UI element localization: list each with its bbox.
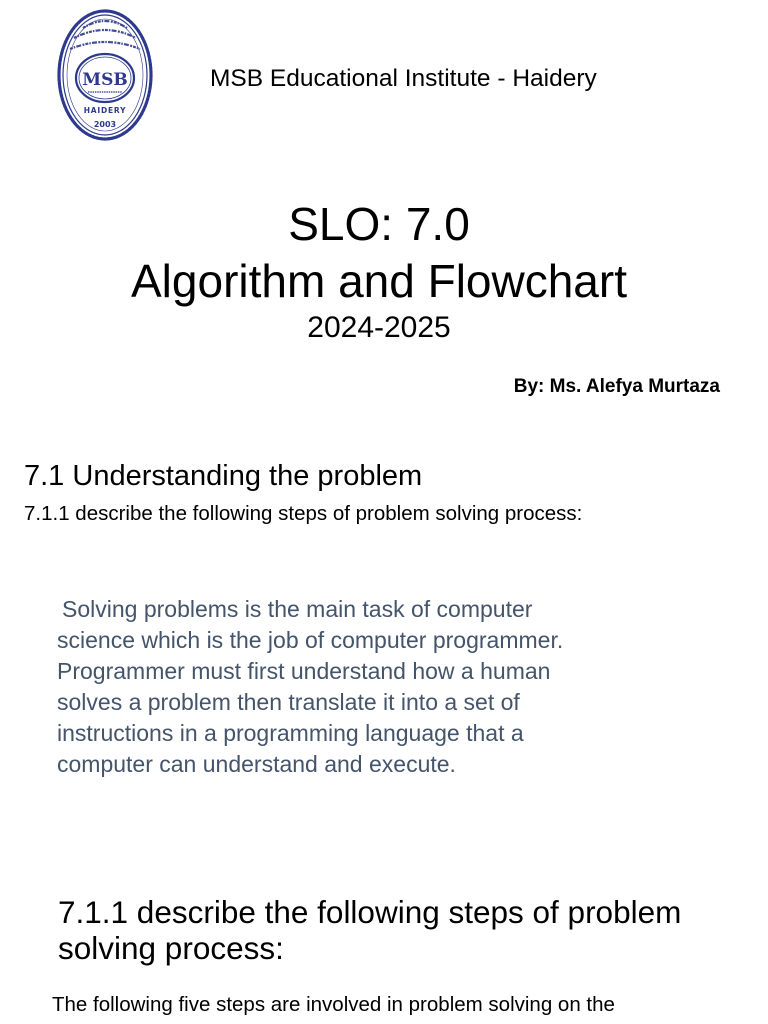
subheading-line: 7.1.1 describe the following steps of problem [58,894,682,930]
logo-monogram: MSB [82,70,128,90]
institute-name: MSB Educational Institute - Haidery [210,65,597,92]
learning-objective: 7.1.1 describe the following steps of problem solving process: [24,502,583,525]
section-heading: 7.1 Understanding the problem [24,460,423,492]
author-line: By: Ms. Alefya Murtaza [513,376,720,397]
logo-year: 2003 [93,120,117,129]
subheading-line: solving process: [58,930,284,966]
intro-paragraph [57,594,563,780]
msb-seal-logo-icon [55,6,155,144]
intro-line: solves a problem then translate it into a set of [57,689,520,715]
intro-line: Solving problems is the main task of computer [62,596,533,622]
intro-line: computer can understand and execute. [57,751,456,777]
logo-place: HAIDERY [83,106,127,115]
institute-logo [55,6,155,144]
intro-line: Programmer must first understand how a human [57,658,551,684]
subsection-heading [58,894,681,966]
slo-title: SLO: 7.0 [288,198,470,250]
academic-session: 2024-2025 [307,311,451,344]
body-paragraph [52,993,615,1017]
body-line: The following five steps are involved in problem solving on the [52,993,615,1016]
document-title: Algorithm and Flowchart [131,255,627,307]
intro-line: instructions in a programming language that a [57,720,524,746]
intro-line: science which is the job of computer programmer. [57,627,564,653]
